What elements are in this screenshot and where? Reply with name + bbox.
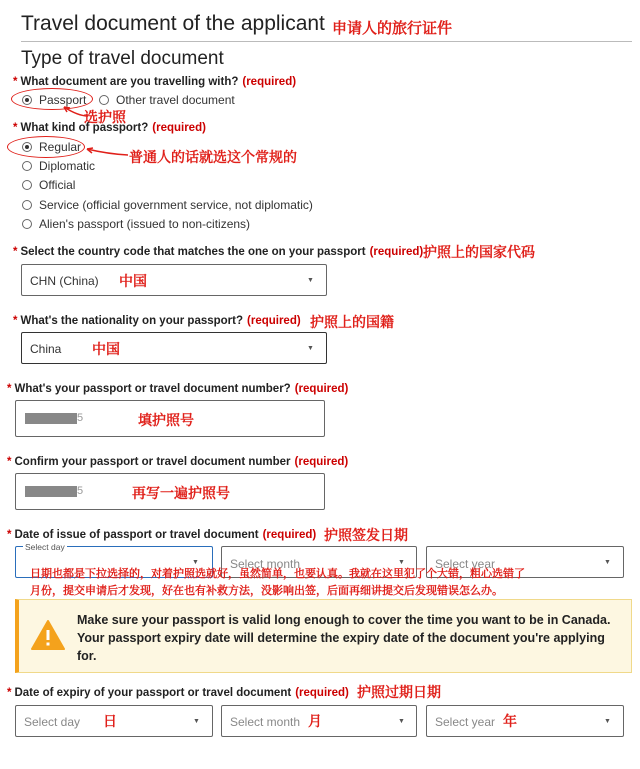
- passport-number-input[interactable]: [15, 400, 325, 437]
- required-star: *: [13, 246, 18, 258]
- expiry-day-select[interactable]: [15, 705, 213, 737]
- expiry-month-placeholder: Select month: [230, 715, 301, 729]
- chevron-down-icon: ▼: [398, 718, 405, 725]
- required-star: *: [13, 122, 18, 134]
- warning-icon: [30, 619, 66, 651]
- country-code-question: [13, 246, 423, 258]
- nationality-question: [13, 315, 301, 327]
- nationality-label: What's the nationality on your passport?: [20, 315, 244, 327]
- chevron-down-icon: ▼: [193, 718, 200, 725]
- issue-date-label: Date of issue of passport or travel document: [14, 529, 259, 541]
- passport-number-annotation: 填护照号: [138, 413, 194, 429]
- radio-unchecked-icon: [22, 161, 32, 171]
- annotation-circle-regular: [7, 136, 85, 158]
- title-annotation: 申请人的旅行证件: [332, 19, 453, 37]
- required-star: *: [7, 383, 12, 395]
- expiry-date-question: [7, 687, 349, 699]
- radio-other-document[interactable]: [99, 93, 235, 107]
- required-label: (required): [294, 383, 349, 395]
- expiry-month-select[interactable]: [221, 705, 417, 737]
- title-divider: [21, 41, 632, 42]
- passport-kind-question: [13, 122, 206, 134]
- radio-unchecked-icon: [22, 180, 32, 190]
- expiry-year-select[interactable]: [426, 705, 624, 737]
- chevron-down-icon: ▼: [604, 559, 611, 566]
- country-code-label: Select the country code that matches the one on your passport: [20, 246, 366, 258]
- nationality-value: China: [30, 342, 62, 356]
- passport-kind-annotation: 普通人的话就选这个常规的: [129, 150, 297, 166]
- expiry-day-annotation: 日: [103, 714, 117, 730]
- required-star: *: [7, 529, 12, 541]
- section-title: Type of travel document: [21, 48, 224, 69]
- nationality-select[interactable]: [21, 332, 327, 364]
- expiry-year-annotation: 年: [503, 714, 517, 730]
- required-star: *: [13, 76, 18, 88]
- issue-date-question: [7, 529, 316, 541]
- issue-year-placeholder: Select year: [435, 557, 496, 571]
- radio-unchecked-icon: [22, 200, 32, 210]
- expiry-day-placeholder: Select day: [24, 715, 81, 729]
- radio-alien[interactable]: [22, 217, 250, 231]
- country-code-value: CHN (China): [30, 274, 99, 288]
- radio-regular-label: Regular: [39, 140, 82, 154]
- confirm-number-input[interactable]: [15, 473, 325, 510]
- doc-type-annotation: 选护照: [84, 110, 126, 126]
- confirm-number-label: Confirm your passport or travel document number: [14, 456, 291, 468]
- passport-number-label: What's your passport or travel document number?: [14, 383, 291, 395]
- confirm-number-annotation: 再写一遍护照号: [132, 486, 230, 502]
- nationality-value-annotation: 中国: [92, 342, 120, 358]
- redacted-value: [25, 486, 77, 497]
- expiry-date-label: Date of expiry of your passport or travel document: [14, 687, 292, 699]
- expiry-year-placeholder: Select year: [435, 715, 496, 729]
- required-label: (required): [247, 315, 301, 327]
- issue-date-annotation-line-2: 月份，提交申请后才发现，好在也有补救方法，没影响出签，后面再细讲提交后发现错误怎么办。: [30, 584, 503, 597]
- warning-text: Make sure your passport is valid long enough to cover the time you want to be in Canada. Your passport expiry date will determine the expiry date of the document you're applying for.: [77, 613, 611, 663]
- page-title: Travel document of the applicant: [21, 12, 325, 35]
- required-star: *: [13, 315, 18, 327]
- required-label: (required): [295, 687, 349, 699]
- radio-alien-label: Alien's passport (issued to non-citizens): [39, 217, 251, 231]
- passport-number-tail: 5: [77, 412, 84, 424]
- required-label: (required): [369, 246, 424, 258]
- required-star: *: [7, 456, 12, 468]
- passport-kind-label: What kind of passport?: [20, 122, 149, 134]
- nationality-annotation: 护照上的国籍: [310, 315, 394, 331]
- issue-month-placeholder: Select month: [230, 557, 301, 571]
- required-star: *: [7, 687, 12, 699]
- redacted-value: [25, 413, 77, 424]
- radio-diplomatic-label: Diplomatic: [39, 159, 96, 173]
- chevron-down-icon: ▼: [604, 718, 611, 725]
- doc-type-label: What document are you travelling with?: [20, 76, 239, 88]
- issue-day-floating-label: Select day: [25, 542, 65, 552]
- required-label: (required): [152, 122, 206, 134]
- radio-diplomatic[interactable]: [22, 159, 95, 173]
- radio-passport-label: Passport: [39, 93, 87, 107]
- required-label: (required): [262, 529, 317, 541]
- chevron-down-icon: ▼: [307, 345, 314, 352]
- doc-type-question: [13, 76, 296, 88]
- expiry-date-annotation: 护照过期日期: [357, 685, 441, 701]
- country-code-annotation: 护照上的国家代码: [423, 245, 535, 261]
- issue-date-annotation-line-1: 日期也都是下拉选择的，对着护照选就好，虽然简单，也要认真。我就在这里犯了个大错，粗心选错了: [30, 567, 525, 580]
- expiry-month-annotation: 月: [308, 714, 322, 730]
- radio-service[interactable]: [22, 198, 313, 212]
- radio-unchecked-icon: [99, 95, 109, 105]
- radio-service-label: Service (official government service, not diplomatic): [39, 198, 313, 212]
- chevron-down-icon: ▼: [192, 559, 199, 566]
- annotation-arrow-icon: [84, 146, 130, 158]
- country-code-select[interactable]: [21, 264, 327, 296]
- chevron-down-icon: ▼: [398, 559, 405, 566]
- radio-unchecked-icon: [22, 219, 32, 229]
- required-label: (required): [294, 456, 349, 468]
- required-label: (required): [242, 76, 297, 88]
- radio-official-label: Official: [39, 178, 76, 192]
- confirm-number-question: [7, 456, 348, 468]
- chevron-down-icon: ▼: [307, 277, 314, 284]
- radio-official[interactable]: [22, 178, 75, 192]
- radio-other-label: Other travel document: [116, 93, 235, 107]
- confirm-number-tail: 5: [77, 485, 84, 497]
- country-code-value-annotation: 中国: [119, 274, 147, 290]
- issue-date-annotation: 护照签发日期: [324, 528, 408, 544]
- passport-number-question: [7, 383, 348, 395]
